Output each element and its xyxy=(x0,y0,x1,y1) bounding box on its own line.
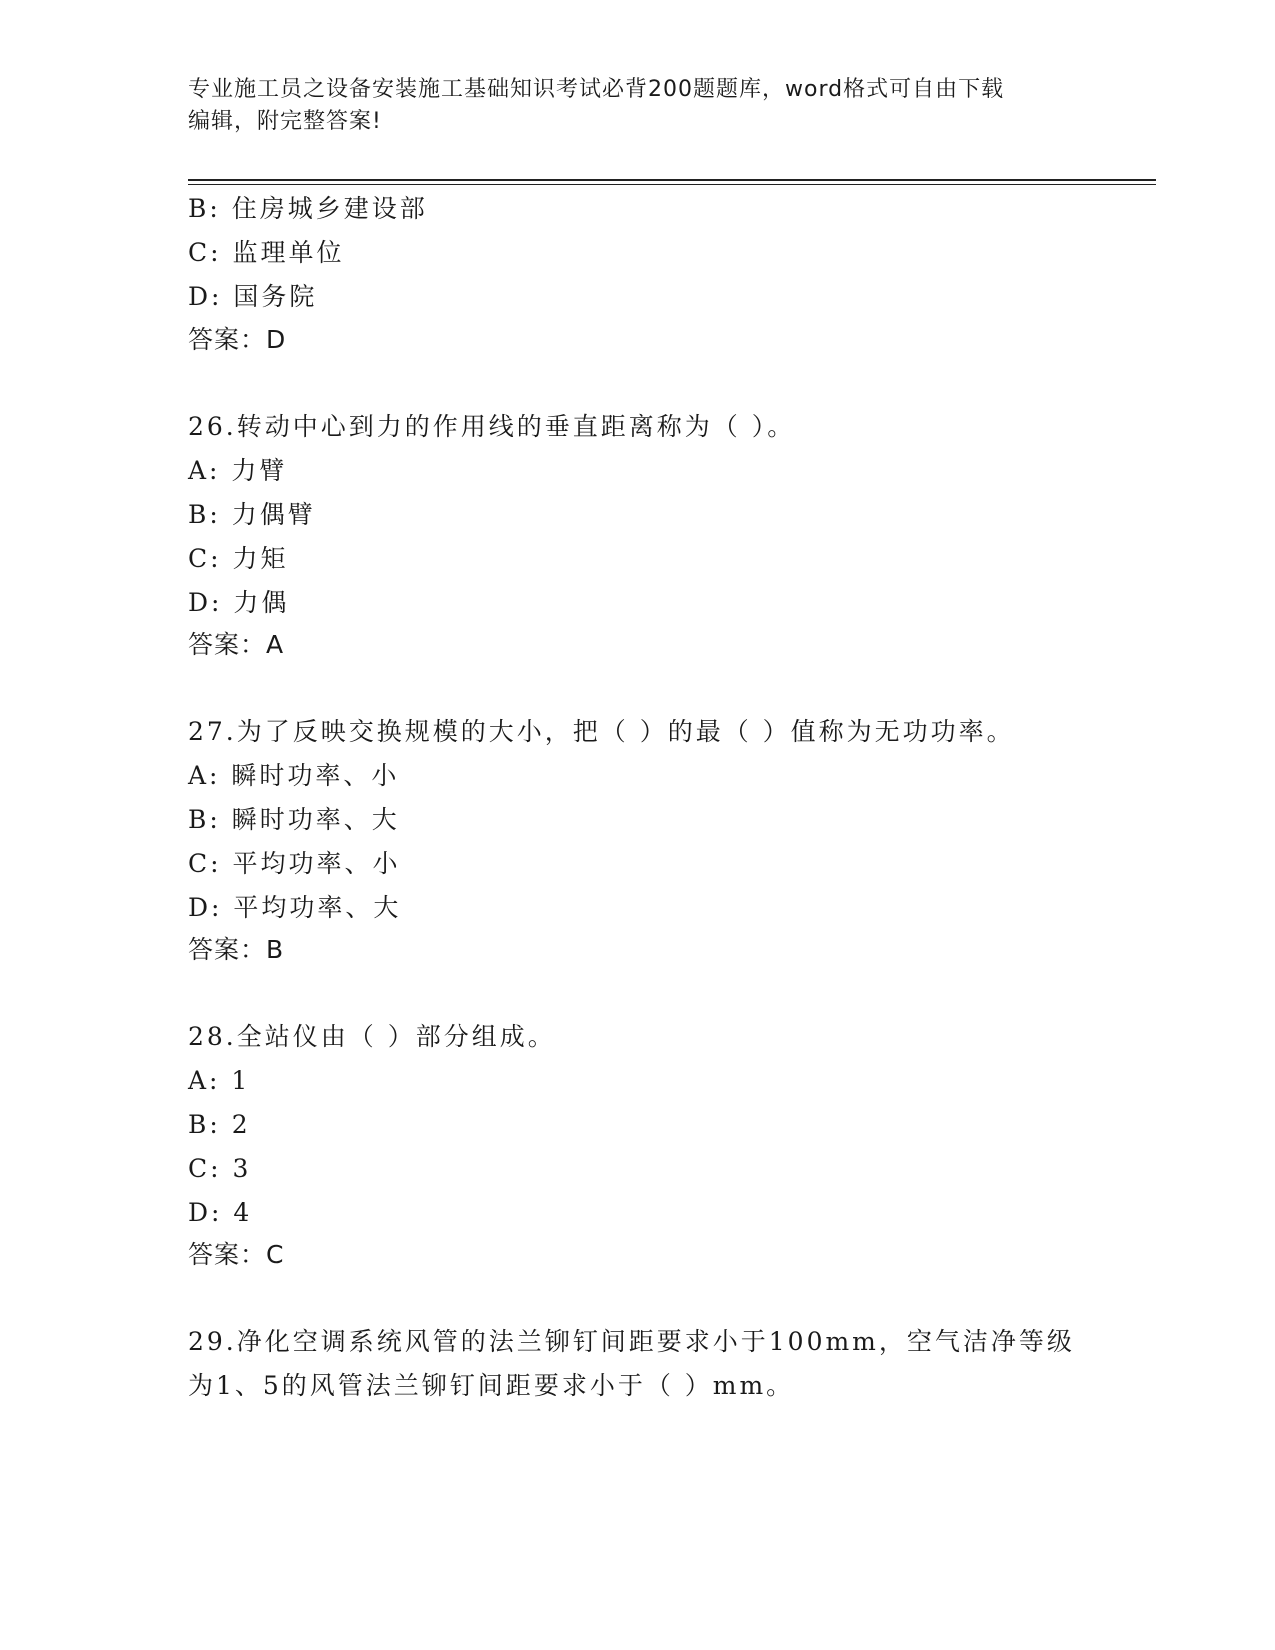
q25-option-c: C: 监理单位 xyxy=(188,238,345,267)
q26-option-d: D: 力偶 xyxy=(188,588,290,617)
q27-option-a: A: 瞬时功率、小 xyxy=(188,761,400,790)
q27-answer: 答案：B xyxy=(188,935,285,964)
q27-option-b: B: 瞬时功率、大 xyxy=(188,805,400,834)
q26-answer: 答案：A xyxy=(188,630,285,659)
header-divider-thin xyxy=(188,184,1156,185)
q26-option-b: B: 力偶臂 xyxy=(188,500,316,529)
q25-option-d: D: 国务院 xyxy=(188,282,318,311)
header-line-2: 编辑，附完整答案! xyxy=(188,109,382,134)
q26-option-c: C: 力矩 xyxy=(188,544,289,573)
q26-question: 26.转动中心到力的作用线的垂直距离称为（ ）。 xyxy=(188,412,796,441)
q26-option-a: A: 力臂 xyxy=(188,456,288,485)
header-divider-thick xyxy=(188,179,1156,181)
q28-option-d: D: 4 xyxy=(188,1198,253,1227)
q27-option-d: D: 平均功率、大 xyxy=(188,893,402,922)
q28-option-b: B: 2 xyxy=(188,1110,251,1139)
q27-question: 27.为了反映交换规模的大小，把（ ）的最（ ）值称为无功功率。 xyxy=(188,717,1015,746)
q29-question-line-2: 为1、5的风管法兰铆钉间距要求小于（ ）mm。 xyxy=(188,1371,795,1400)
q28-question: 28.全站仪由（ ）部分组成。 xyxy=(188,1022,556,1051)
q28-answer: 答案：C xyxy=(188,1240,285,1269)
q25-answer: 答案：D xyxy=(188,325,287,354)
q29-question-line-1: 29.净化空调系统风管的法兰铆钉间距要求小于100mm，空气洁净等级 xyxy=(188,1327,1075,1356)
q28-option-c: C: 3 xyxy=(188,1154,252,1183)
q27-option-c: C: 平均功率、小 xyxy=(188,849,401,878)
q28-option-a: A: 1 xyxy=(188,1066,251,1095)
document-header xyxy=(188,74,1068,138)
header-line-1: 专业施工员之设备安装施工基础知识考试必背200题题库，word格式可自由下载 xyxy=(188,77,1005,102)
q25-option-b: B: 住房城乡建设部 xyxy=(188,194,428,223)
